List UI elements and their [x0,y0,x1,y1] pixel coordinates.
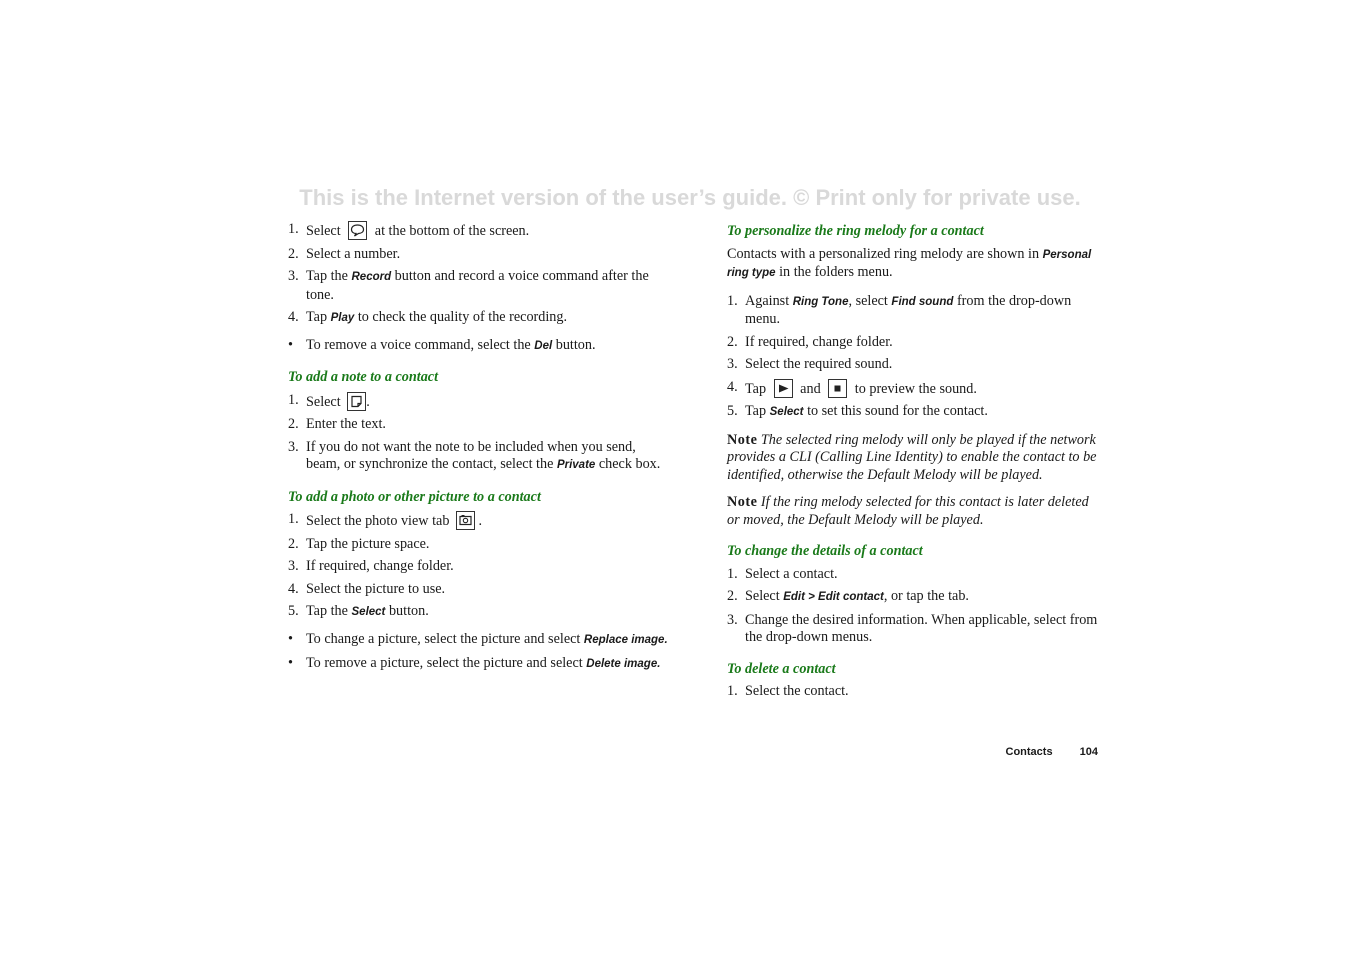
note-icon[interactable] [347,392,366,411]
stop-icon[interactable] [828,379,847,398]
page-footer [982,746,1098,758]
watermark: This is the Internet version of the user’s guide. © Print only for private use. [299,185,1081,210]
list-item: 3. Tap the Record button and record a voice command after the tone. [288,268,649,303]
ring-tone-label: Ring Tone [792,295,849,308]
photo-steps [288,511,668,622]
list-item: 3. Select the required sound. [727,356,893,372]
list-item: 4. Tap Play to check the quality of the recording. [288,309,568,325]
delete-contact-steps [727,683,1102,701]
delete-image-label: Delete image. [586,658,661,670]
ring-melody-steps [727,293,1102,422]
list-item: 1. Select . [288,391,370,410]
note-label: Note [727,494,758,510]
list-item: 2. Select Edit > Edit contact, or tap the tab. [727,588,969,604]
list-item: 2. Tap the picture space. [288,535,430,552]
note-steps [288,392,668,475]
del-button-label: Del [534,339,553,352]
speech-bubble-icon[interactable] [348,221,367,240]
list-item: 1. Select a contact. [727,565,838,582]
list-item: 4. Tap and to preview the sound. [727,378,977,397]
section-heading: To personalize the ring melody for a contact [727,223,984,239]
list-item: 1. Select at the bottom of the screen. [288,221,530,239]
private-checkbox-label: Private [556,459,596,471]
left-column [288,221,668,680]
list-item: 1. Against Ring Tone, select Find sound from the drop-down menu. [727,292,1072,327]
personal-ring-type-label: Personal ring type [727,248,1092,279]
select-button-label: Select [351,606,386,618]
play-button-label: Play [330,312,355,324]
list-item: • To change a picture, select the picture and select Replace image. [288,630,668,647]
play-icon[interactable] [774,379,793,398]
change-details-steps [727,566,1102,647]
section-heading: To add a note to a contact [288,369,439,385]
list-item: 2. Select a number. [288,245,401,262]
list-item: 4. Select the picture to use. [288,580,446,597]
section-heading: To delete a contact [727,660,836,677]
list-item: 2. If required, change folder. [727,333,893,350]
list-item: 1. Select the photo view tab . [288,511,483,529]
note-paragraph: Note The selected ring melody will only be played if the network provides a CLI (Calling Line Identity) to enable the contact to be identified, otherwise the Default Melody will be played. [727,431,1097,483]
list-item: 3. Change the desired information. When applicable, select from the drop-down menus. [727,611,1098,645]
note-paragraph: Note If the ring melody selected for this contact is later deleted or moved, the Default Melody will be played. [727,494,1089,528]
note-label: Note [727,431,758,448]
select-button-label: Select [769,406,804,418]
list-item: 2. Enter the text. [288,416,386,432]
list-item: 3. If required, change folder. [288,558,454,574]
voice-command-bullets [288,337,668,356]
list-item: 5. Tap the Select button. [288,603,429,619]
list-item: • To remove a picture, select the picture and select Delete image. [288,655,661,671]
intro-paragraph: Contacts with a personalized ring melody are shown in Personal ring type in the folders menu. [727,245,1092,280]
find-sound-label: Find sound [891,295,954,308]
photo-bullets [288,631,668,674]
edit-contact-menu-label: Edit > Edit contact [783,591,884,603]
list-item: 3. If you do not want the note to be included when you send, beam, or synchronize the contact, select the Private check box. [288,438,661,472]
record-button-label: Record [351,271,392,283]
section-heading: To change the details of a contact [727,543,923,559]
footer-section: Contacts [1005,746,1053,758]
section-heading: To add a photo or other picture to a contact [288,488,541,505]
replace-image-label: Replace image. [583,633,668,646]
page-number: 104 [1079,746,1098,758]
list-item: 1. Select the contact. [727,683,849,699]
list-item: • To remove a voice command, select the Del button. [288,336,596,353]
voice-command-steps [288,221,668,328]
right-column [727,221,1102,706]
photo-tab-icon[interactable] [456,511,475,530]
list-item: 5. Tap Select to set this sound for the contact. [727,403,988,419]
